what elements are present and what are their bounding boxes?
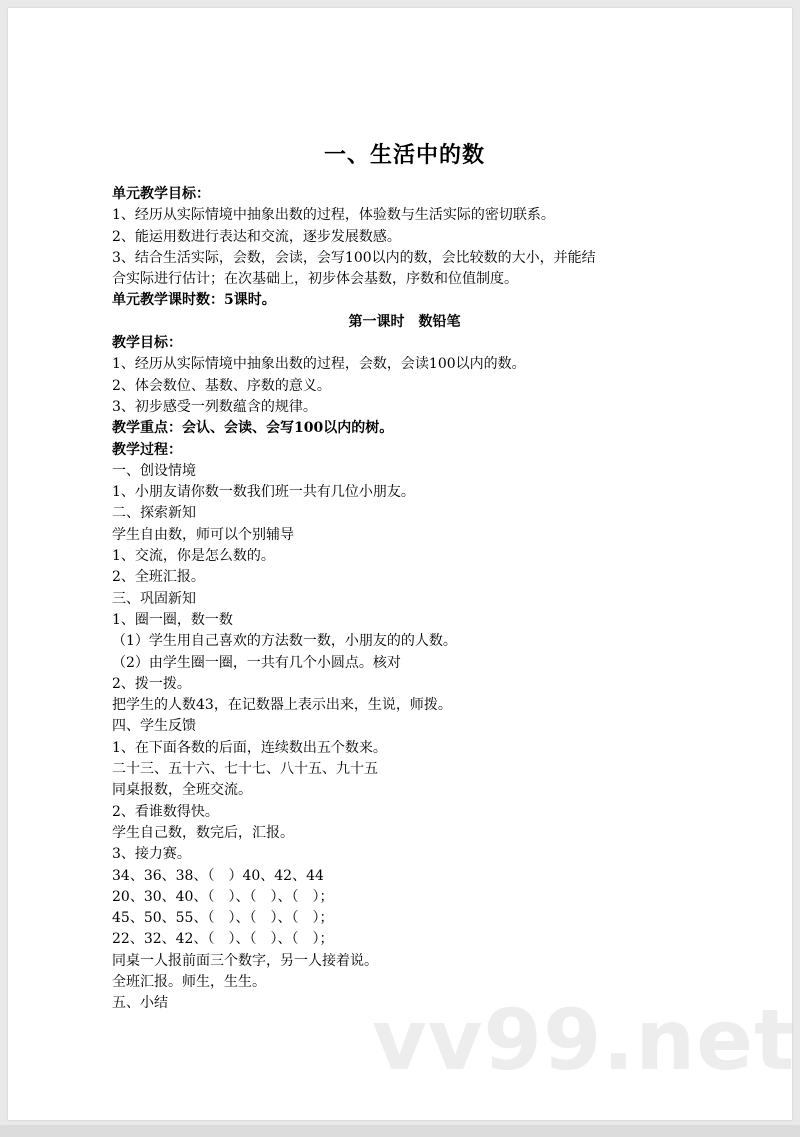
watermark: vv99.net — [372, 991, 796, 1089]
text-line: 3、结合生活实际，会数，会读，会写100以内的数，会比较数的大小，并能结 — [112, 249, 596, 266]
text-line: 把学生的人数43，在记数器上表示出来，生说，师拨。 — [112, 697, 452, 714]
text-line: 1、经历从实际情境中抽象出数的过程，会数，会读100以内的数。 — [112, 356, 526, 373]
text-line: 一、创设情境 — [112, 462, 196, 479]
text-line: 单元教学课时数：5课时。 — [112, 292, 276, 309]
text-line: 学生自己数，数完后，汇报。 — [112, 824, 294, 841]
document-page — [8, 8, 796, 1120]
text-line: 22、32、42、（ ）、（ ）、（ ）； — [112, 931, 334, 948]
text-line: 合实际进行估计；在次基础上，初步体会基数，序数和位值制度。 — [112, 271, 518, 288]
text-line: （2）由学生圈一圈，一共有几个小圆点。核对 — [112, 654, 401, 671]
text-line: 1、经历从实际情境中抽象出数的过程，体验数与生活实际的密切联系。 — [112, 207, 555, 224]
text-line: 2、拨一拨。 — [112, 675, 191, 692]
text-line: 34、36、38、（ ）40、42、44 — [112, 867, 324, 884]
text-line: 2、体会数位、基数、序数的意义。 — [112, 377, 331, 394]
text-line: 2、全班汇报。 — [112, 569, 205, 586]
text-line: 1、小朋友请你数一数我们班一共有几位小朋友。 — [112, 484, 415, 501]
text-line: 五、小结 — [112, 995, 168, 1012]
page-title: 一、生活中的数 — [323, 142, 485, 168]
text-line: 1、交流，你是怎么数的。 — [112, 548, 275, 565]
text-line: 1、圈一圈，数一数 — [112, 611, 233, 628]
text-line: 教学重点：会认、会读、会写100以内的树。 — [112, 420, 394, 437]
text-line: 四、学生反馈 — [112, 718, 196, 735]
text-line: 三、巩固新知 — [112, 590, 196, 607]
text-line: 2、看谁数得快。 — [112, 803, 219, 820]
text-line: 同桌一人报前面三个数字，另一人接着说。 — [112, 952, 378, 969]
document-content — [112, 140, 697, 1015]
text-line: 全班汇报。师生，生生。 — [112, 973, 266, 990]
text-body — [112, 184, 697, 1015]
text-line: 单元教学目标： — [112, 186, 210, 202]
text-line: 2、能运用数进行表达和交流，逐步发展数感。 — [112, 228, 401, 245]
text-line: 3、接力赛。 — [112, 846, 191, 863]
text-line: 1、在下面各数的后面，连续数出五个数来。 — [112, 739, 387, 756]
text-line: （1）学生用自己喜欢的方法数一数，小朋友的的人数。 — [112, 633, 457, 650]
text-line: 二十三、五十六、七十七、八十五、九十五 — [112, 761, 378, 778]
text-line: 20、30、40、（ ）、（ ）、（ ）； — [112, 888, 334, 905]
text-line: 教学目标： — [112, 335, 182, 352]
text-line: 同桌报数，全班交流。 — [112, 782, 252, 799]
text-line: 二、探索新知 — [112, 505, 196, 522]
text-line: 学生自由数，师可以个别辅导 — [112, 526, 294, 543]
text-line: 教学过程： — [112, 441, 182, 458]
text-line: 3、初步感受一列数蕴含的规律。 — [112, 398, 317, 415]
horizontal-scrollbar[interactable] — [0, 1125, 800, 1137]
text-line: 第一课时 数铅笔 — [348, 313, 461, 330]
text-line: 45、50、55、（ ）、（ ）、（ ）； — [112, 910, 334, 927]
